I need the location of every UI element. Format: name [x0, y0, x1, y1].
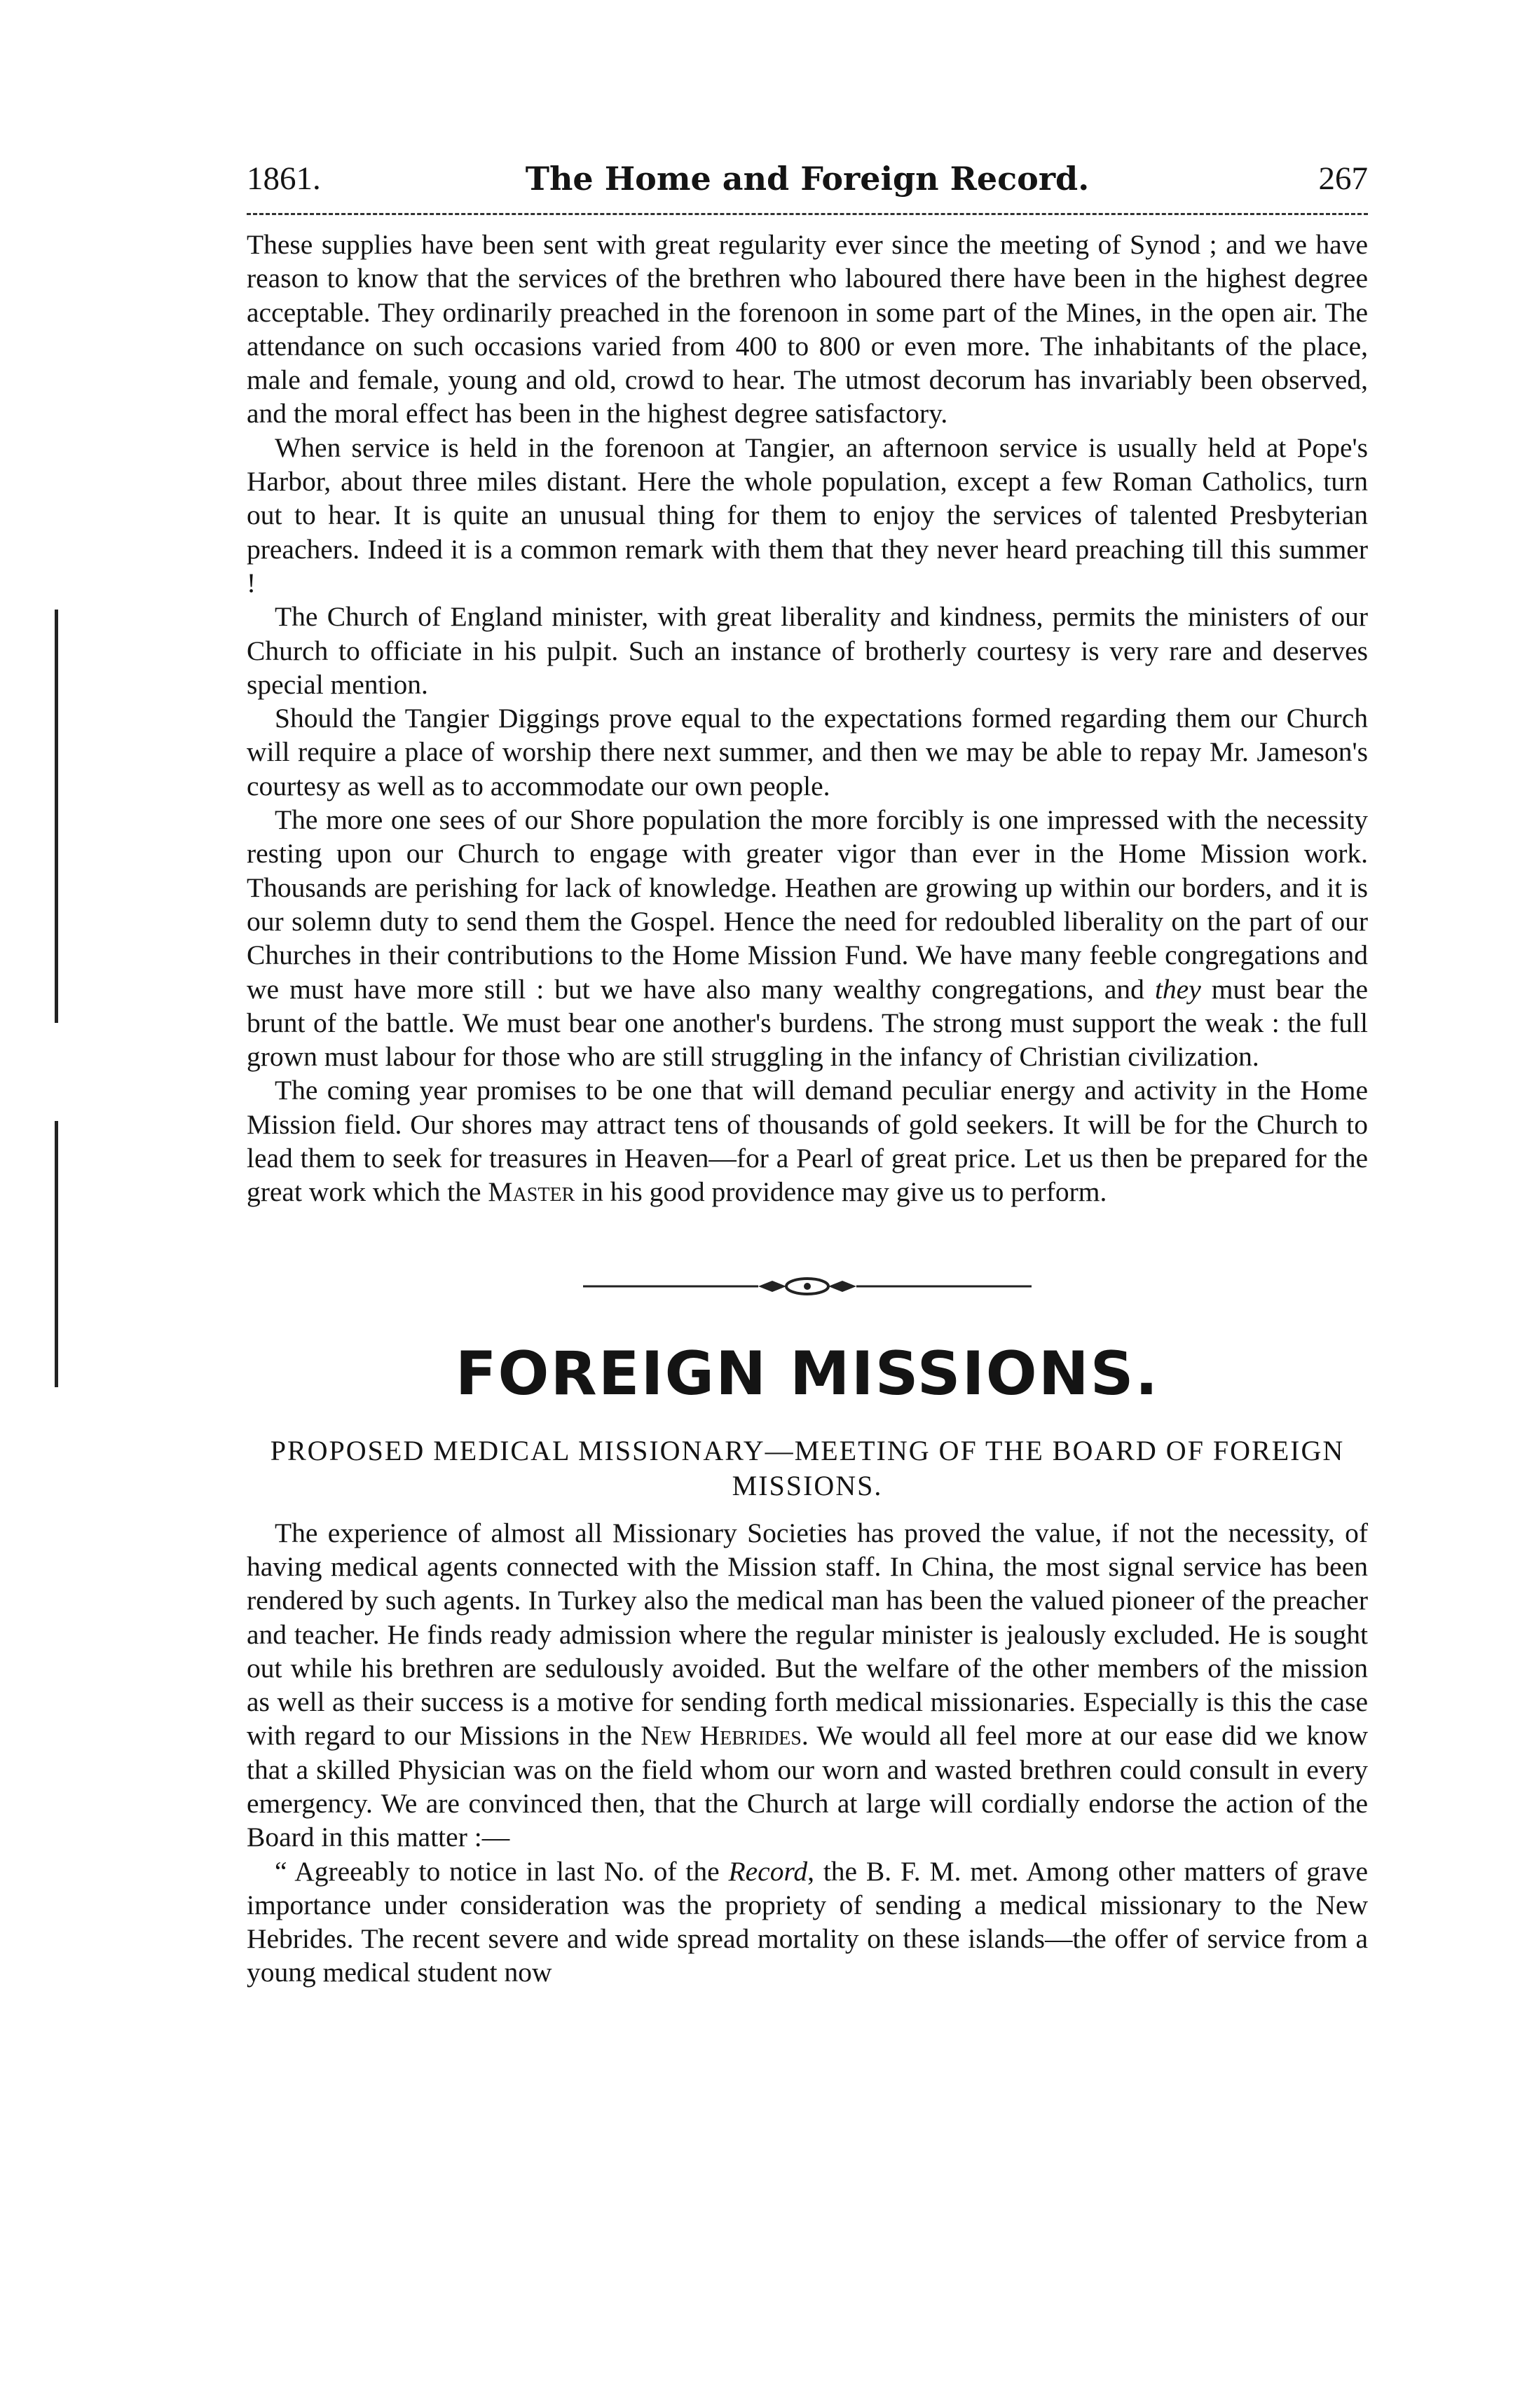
emphasis-text: they — [1154, 973, 1201, 1005]
paragraph — [247, 1855, 1368, 1990]
paragraph-text: , the B. F. M. met. Among other matters of grave importance under consideration was the propriety of sending a medical missionary to the New Hebrides. The recent severe and wide spread mortality on these islands—the offer of service from a young medical student now — [247, 1855, 1368, 1988]
foreign-missions-article — [247, 1516, 1368, 1990]
paragraph: Should the Tangier Diggings prove equal to the expectations formed regarding them our Church will require a place of worship there next summer, and then we may be able to repay Mr. Jameson's courtesy as well as to accommodate our own people. — [247, 703, 1368, 801]
paragraph: When service is held in the forenoon at Tangier, an afternoon service is usually held at Pope's Harbor, about three miles distant. Here the whole population, except a few Roman Catholics, turn out to hear. It is quite an unusual thing for them to enjoy the services of talented Presbyterian preachers. Indeed it is a common remark with them that they never heard preaching till this summer ! — [247, 432, 1368, 598]
paragraph — [247, 1073, 1368, 1209]
paragraph-text: must bear the brunt of the battle. We must bear one another's burdens. The strong must support the weak : the full grown must labour for those who are still struggling in the infancy of Christian civilization. — [247, 973, 1369, 1073]
running-head — [247, 147, 1368, 210]
emphasis-text: Record — [728, 1855, 808, 1887]
running-head-year: 1861. — [247, 160, 321, 197]
small-caps-text: New Hebrides — [641, 1720, 802, 1752]
paragraph-text: in his good providence may give us to perform. — [575, 1176, 1107, 1208]
section-title: FOREIGN MISSIONS. — [455, 1338, 1160, 1409]
small-caps-text: Master — [488, 1176, 575, 1208]
paragraph — [247, 803, 1368, 1073]
paragraph: The Church of England minister, with great liberality and kindness, permits the ministers of our Church to officiate in his pulpit. Such an instance of brotherly courtesy is very rare and deserves special mention. — [247, 601, 1368, 700]
paragraph-text: The experience of almost all Missionary Societies has proved the value, if not the necessity, of having medical agents connected with the Mission staff. In China, the most signal service has been rendered by such agents. In Turkey also the medical man has been the valued pioneer of the preacher and teacher. He finds ready admission where the regular minister is jealously excluded. He is sought out while his brethren are sedulously avoided. But the welfare of the other members of the mission as well as their success is a motive for sending forth medical missionaries. Especially is this the case with regard to our Missions in the — [247, 1517, 1368, 1752]
ornamental-divider — [583, 1272, 1032, 1300]
paragraph-text: “ Agreeably to notice in last No. of the — [275, 1855, 729, 1887]
paragraph-text: The coming year promises to be one that will demand peculiar energy and activity in the Home Mission field. Our shores may attract tens of thousands of gold seekers. It will be for the Church to lead them to seek for treasures in Heaven—for a Pearl of great price. Let us then be prepared for the great work which the — [247, 1075, 1368, 1208]
paragraph — [247, 1516, 1368, 1855]
page — [247, 147, 1368, 1990]
article-title: PROPOSED MEDICAL MISSIONARY—MEETING OF THE BOARD OF FOREIGN MISSIONS. — [270, 1434, 1345, 1501]
paragraph-text: . We would all feel more at our ease did we know that a skilled Physician was on the field whom our worn and wasted brethren could consult in every emergency. We are convinced then, that the Church at large will cordially endorse the action of the Board in this matter :— — [247, 1720, 1368, 1853]
header-rule — [247, 213, 1368, 215]
running-head-title: The Home and Foreign Record. — [525, 160, 1090, 198]
page-number: 267 — [1318, 160, 1368, 197]
continued-article — [247, 228, 1368, 1209]
margin-rule-mark — [55, 1121, 58, 1387]
paragraph: These supplies have been sent with great regularity ever since the meeting of Synod ; and we have reason to know that the services of the brethren who laboured there have been in the highest degree acceptable. They ordinarily preached in the forenoon in some part of the Mines, in the open air. The attendance on such occasions varied from 400 to 800 or even more. The inhabitants of the place, male and female, young and old, crowd to hear. The utmost decorum has invariably been observed, and the moral effect has been in the highest degree satisfactory. — [247, 229, 1368, 429]
margin-rule-mark — [55, 610, 58, 1023]
paragraph-text: The more one sees of our Shore population the more forcibly is one impressed with the necessity resting upon our Church to engage with greater vigor than ever in the Home Mission work. Thousands are perishing for lack of knowledge. Heathen are growing up within our borders, and it is our solemn duty to send them the Gospel. Hence the need for redoubled liberality on the part of our Churches in their contributions to the Home Mission Fund. We have many feeble congregations and we must have more still : but we have also many wealthy congregations, and — [247, 804, 1368, 1005]
